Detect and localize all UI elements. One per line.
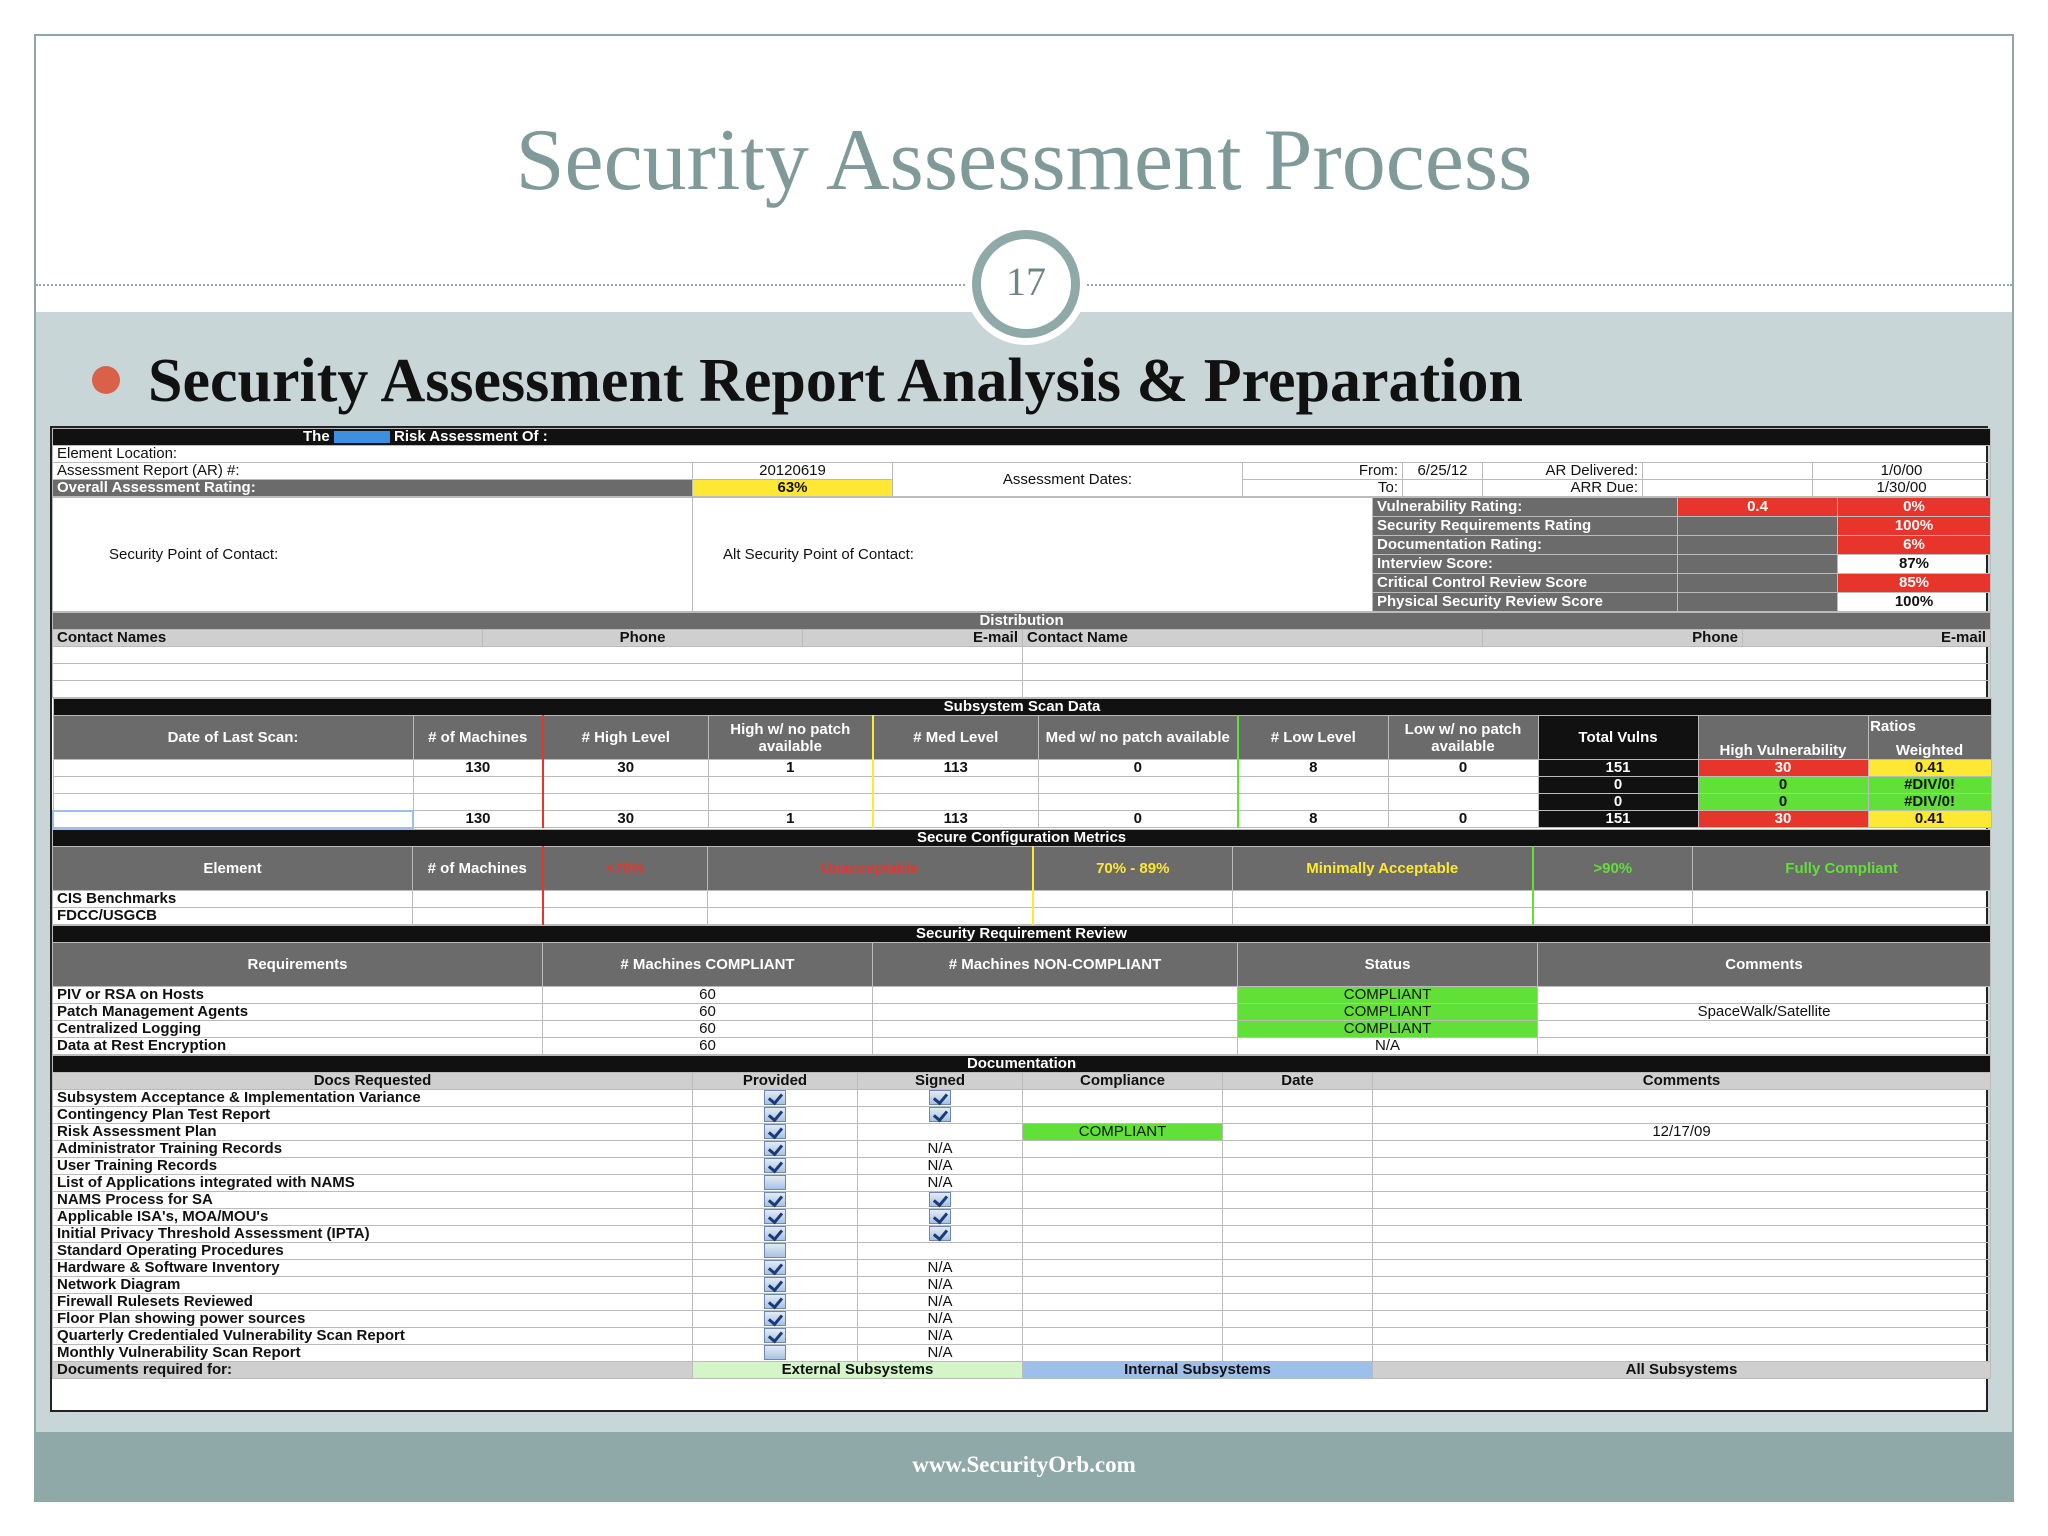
scan-cell: 0: [1388, 811, 1538, 828]
doc-name: Contingency Plan Test Report: [53, 1106, 693, 1123]
overall-rating-value: 63%: [693, 480, 893, 497]
rating-label: Physical Security Review Score: [1373, 593, 1678, 612]
distribution-title: Distribution: [53, 613, 1991, 630]
doc-comment: [1373, 1174, 1991, 1191]
weighted-ratio: #DIV/0!: [1868, 794, 1991, 811]
doc-row: [53, 1140, 1991, 1157]
doc-provided: [693, 1242, 858, 1259]
doc-name: Subsystem Acceptance & Implementation Variance: [53, 1089, 693, 1106]
req-comment: SpaceWalk/Satellite: [1538, 1003, 1991, 1020]
doc-comment: [1373, 1208, 1991, 1225]
config-row-label: FDCC/USGCB: [53, 907, 413, 924]
config-row-label: CIS Benchmarks: [53, 890, 413, 907]
doc-name: NAMS Process for SA: [53, 1191, 693, 1208]
doc-row: [53, 1259, 1991, 1276]
doc-header-row: [53, 1072, 1991, 1089]
req-compliant: 60: [543, 1037, 873, 1054]
doc-compliance: [1023, 1293, 1223, 1310]
scan-cell: 30: [543, 811, 708, 828]
dist-header: Phone: [1483, 630, 1743, 647]
ar-label: Assessment Report (AR) #:: [53, 463, 693, 480]
high-vuln-ratio: 0: [1698, 777, 1868, 794]
rating-pct: 87%: [1838, 555, 1991, 574]
scan-header: Med w/ no patch available: [1038, 716, 1238, 760]
scan-header: # of Machines: [413, 716, 543, 760]
doc-comment: [1373, 1089, 1991, 1106]
req-comment: [1538, 1020, 1991, 1037]
provided-checkbox-icon[interactable]: [764, 1311, 786, 1326]
signed-checkbox-icon[interactable]: [929, 1226, 951, 1241]
rating-score: 0.4: [1678, 498, 1838, 517]
doc-row: [53, 1293, 1991, 1310]
banner-right: Risk Assessment Of :: [394, 428, 548, 445]
dist-header: Contact Name: [1023, 630, 1483, 647]
doc-row: [53, 1106, 1991, 1123]
doc-signed: N/A: [858, 1276, 1023, 1293]
signed-checkbox-icon[interactable]: [929, 1107, 951, 1122]
doc-provided: [693, 1310, 858, 1327]
rating-label: Security Requirements Rating: [1373, 517, 1678, 536]
rating-label: Interview Score:: [1373, 555, 1678, 574]
config-header: <70%: [543, 846, 708, 890]
scan-header: High w/ no patch available: [708, 716, 873, 760]
doc-row: [53, 1157, 1991, 1174]
dist-header: Contact Names: [53, 630, 483, 647]
provided-checkbox-icon[interactable]: [764, 1226, 786, 1241]
doc-compliance: [1023, 1140, 1223, 1157]
doc-compliance: [1023, 1259, 1223, 1276]
scan-header: Low w/ no patch available: [1388, 716, 1538, 760]
config-header: Element: [53, 846, 413, 890]
req-header: Comments: [1538, 942, 1991, 986]
ar-delivered-label: AR Delivered:: [1483, 463, 1643, 480]
doc-signed: N/A: [858, 1157, 1023, 1174]
config-header: >90%: [1533, 846, 1693, 890]
dist-header: Phone: [483, 630, 803, 647]
assessment-spreadsheet: [50, 426, 1988, 1412]
rating-label: Vulnerability Rating:: [1373, 498, 1678, 517]
provided-checkbox-icon[interactable]: [764, 1107, 786, 1122]
scan-header: Date of Last Scan:: [53, 716, 413, 760]
doc-name: Initial Privacy Threshold Assessment (IPTA): [53, 1225, 693, 1242]
doc-provided: [693, 1106, 858, 1123]
doc-row: [53, 1225, 1991, 1242]
doc-signed: N/A: [858, 1259, 1023, 1276]
doc-name: Hardware & Software Inventory: [53, 1259, 693, 1276]
doc-row: [53, 1344, 1991, 1361]
doc-header: Signed: [858, 1072, 1023, 1089]
scan-header: Total Vulns: [1538, 716, 1698, 760]
doc-provided: [693, 1123, 858, 1140]
doc-provided: [693, 1344, 858, 1361]
doc-signed: N/A: [858, 1310, 1023, 1327]
doc-comment: [1373, 1310, 1991, 1327]
doc-comment: [1373, 1293, 1991, 1310]
req-header: Requirements: [53, 942, 543, 986]
doc-provided: [693, 1293, 858, 1310]
weighted-ratio: #DIV/0!: [1868, 777, 1991, 794]
doc-name: Standard Operating Procedures: [53, 1242, 693, 1259]
doc-date: [1223, 1191, 1373, 1208]
doc-name: List of Applications integrated with NAMS: [53, 1174, 693, 1191]
req-name: Centralized Logging: [53, 1020, 543, 1037]
doc-compliance: [1023, 1089, 1223, 1106]
scan-cell: 0: [1038, 811, 1238, 828]
bullet-dot-icon: [92, 366, 120, 394]
doc-compliance: [1023, 1242, 1223, 1259]
doc-compliance: [1023, 1174, 1223, 1191]
weighted-ratio: 0.41: [1868, 760, 1991, 777]
ar-value: 20120619: [693, 463, 893, 480]
doc-provided: [693, 1089, 858, 1106]
doc-comment: [1373, 1191, 1991, 1208]
doc-date: [1223, 1310, 1373, 1327]
dist-header: E-mail: [1743, 630, 1991, 647]
doc-signed: [858, 1106, 1023, 1123]
doc-row: [53, 1242, 1991, 1259]
req-name: Data at Rest Encryption: [53, 1037, 543, 1054]
doc-name: Firewall Rulesets Reviewed: [53, 1293, 693, 1310]
doc-signed: N/A: [858, 1327, 1023, 1344]
doc-date: [1223, 1293, 1373, 1310]
requirement-review-table: [52, 925, 1991, 1055]
doc-comment: 12/17/09: [1373, 1123, 1991, 1140]
scan-date-input[interactable]: [53, 811, 413, 828]
doc-provided: [693, 1276, 858, 1293]
doc-header: Compliance: [1023, 1072, 1223, 1089]
provided-checkbox-icon[interactable]: [764, 1141, 786, 1156]
doc-comment: [1373, 1276, 1991, 1293]
scan-cell: 113: [873, 760, 1038, 777]
doc-compliance: [1023, 1327, 1223, 1344]
weighted-ratio: 0.41: [1868, 811, 1991, 828]
signed-checkbox-icon[interactable]: [929, 1090, 951, 1105]
doc-name: Risk Assessment Plan: [53, 1123, 693, 1140]
doc-signed: [858, 1208, 1023, 1225]
doc-compliance: [1023, 1208, 1223, 1225]
req-header: # Machines COMPLIANT: [543, 942, 873, 986]
arr-due-label: ARR Due:: [1483, 480, 1643, 497]
provided-checkbox-icon[interactable]: [764, 1328, 786, 1343]
high-vuln-ratio: 30: [1698, 811, 1868, 828]
req-compliant: 60: [543, 1020, 873, 1037]
rating-pct: 0%: [1838, 498, 1991, 517]
signed-checkbox-icon[interactable]: [929, 1209, 951, 1224]
doc-signed: [858, 1089, 1023, 1106]
slide-title: Security Assessment Process: [515, 112, 1533, 209]
scan-header: # Med Level: [873, 716, 1038, 760]
doc-row: [53, 1174, 1991, 1191]
scan-cell: 8: [1238, 811, 1388, 828]
doc-date: [1223, 1327, 1373, 1344]
scan-header: # Low Level: [1238, 716, 1388, 760]
doc-header: Provided: [693, 1072, 858, 1089]
req-header: Status: [1238, 942, 1538, 986]
req-status: N/A: [1238, 1037, 1538, 1054]
doc-date: [1223, 1123, 1373, 1140]
doc-provided: [693, 1225, 858, 1242]
doc-date: [1223, 1157, 1373, 1174]
report-banner: [53, 429, 1991, 446]
provided-checkbox-icon[interactable]: [764, 1209, 786, 1224]
high-vuln-header: High Vulnerability: [1719, 742, 1847, 759]
scan-cell: 0: [1388, 760, 1538, 777]
doc-compliance: [1023, 1276, 1223, 1293]
doc-header: Comments: [1373, 1072, 1991, 1089]
provided-checkbox-icon[interactable]: [764, 1243, 786, 1258]
doc-rows: [53, 1089, 1991, 1361]
doc-name: Applicable ISA's, MOA/MOU's: [53, 1208, 693, 1225]
doc-provided: [693, 1208, 858, 1225]
from-label: From:: [1243, 463, 1403, 480]
assessment-dates-label: Assessment Dates:: [893, 463, 1243, 497]
provided-checkbox-icon[interactable]: [764, 1158, 786, 1173]
footer-url: www.SecurityOrb.com: [36, 1432, 2012, 1502]
provided-checkbox-icon[interactable]: [764, 1345, 786, 1360]
banner-left: The: [303, 428, 330, 445]
scan-cell: 8: [1238, 760, 1388, 777]
doc-date: [1223, 1208, 1373, 1225]
req-status: COMPLIANT: [1238, 1003, 1538, 1020]
doc-name: Administrator Training Records: [53, 1140, 693, 1157]
dist-header: E-mail: [803, 630, 1023, 647]
doc-provided: [693, 1174, 858, 1191]
redacted-name: [334, 431, 390, 443]
doc-date: [1223, 1276, 1373, 1293]
from-value: 6/25/12: [1403, 463, 1483, 480]
provided-checkbox-icon[interactable]: [764, 1192, 786, 1207]
doc-signed: [858, 1225, 1023, 1242]
to-label: To:: [1243, 480, 1403, 497]
doc-row: [53, 1327, 1991, 1344]
config-metrics-table: [52, 829, 1991, 925]
total-vulns: 0: [1538, 794, 1698, 811]
provided-checkbox-icon[interactable]: [764, 1175, 786, 1190]
config-header: Minimally Acceptable: [1233, 846, 1533, 890]
doc-compliance: [1023, 1310, 1223, 1327]
provided-checkbox-icon[interactable]: [764, 1124, 786, 1139]
req-comment: [1538, 986, 1991, 1003]
contact-and-ratings: [52, 497, 1991, 612]
doc-name: Network Diagram: [53, 1276, 693, 1293]
doc-date: [1223, 1140, 1373, 1157]
scan-cell: 30: [543, 760, 708, 777]
provided-checkbox-icon[interactable]: [764, 1294, 786, 1309]
bullet-heading: Security Assessment Report Analysis & Preparation: [148, 347, 1523, 415]
high-vuln-ratio: 0: [1698, 794, 1868, 811]
doc-comment: [1373, 1157, 1991, 1174]
legend-label: Documents required for:: [53, 1361, 693, 1378]
doc-date: [1223, 1089, 1373, 1106]
doc-compliance: [1023, 1106, 1223, 1123]
rating-label: Critical Control Review Score: [1373, 574, 1678, 593]
req-name: PIV or RSA on Hosts: [53, 986, 543, 1003]
config-header: # of Machines: [413, 846, 543, 890]
scan-header: Weighted: [1868, 716, 1991, 760]
doc-compliance: [1023, 1344, 1223, 1361]
alt-poc-label: Alt Security Point of Contact:: [693, 498, 1373, 612]
documentation-title: Documentation: [53, 1055, 1991, 1072]
doc-date: [1223, 1259, 1373, 1276]
requirements-title: Security Requirement Review: [53, 925, 1991, 942]
rating-pct: 85%: [1838, 574, 1991, 593]
arr-due-value: 1/30/00: [1813, 480, 1991, 497]
doc-date: [1223, 1106, 1373, 1123]
doc-provided: [693, 1191, 858, 1208]
high-vuln-ratio: 30: [1698, 760, 1868, 777]
config-header: Fully Compliant: [1693, 846, 1991, 890]
header-table: [52, 428, 1991, 497]
doc-comment: [1373, 1106, 1991, 1123]
scan-cell: [53, 760, 413, 777]
doc-name: User Training Records: [53, 1157, 693, 1174]
config-header: Unacceptable: [708, 846, 1033, 890]
doc-row: [53, 1276, 1991, 1293]
scan-header: # High Level: [543, 716, 708, 760]
doc-signed: [858, 1123, 1023, 1140]
scan-title: Subsystem Scan Data: [53, 699, 1991, 716]
doc-comment: [1373, 1140, 1991, 1157]
doc-row: [53, 1191, 1991, 1208]
distribution-table: [52, 612, 1991, 698]
doc-header: Docs Requested: [53, 1072, 693, 1089]
doc-header: Date: [1223, 1072, 1373, 1089]
req-compliant: 60: [543, 986, 873, 1003]
doc-name: Floor Plan showing power sources: [53, 1310, 693, 1327]
total-vulns: 0: [1538, 777, 1698, 794]
doc-name: Quarterly Credentialed Vulnerability Scan Report: [53, 1327, 693, 1344]
config-header: 70% - 89%: [1033, 846, 1233, 890]
doc-row: [53, 1208, 1991, 1225]
doc-name: Monthly Vulnerability Scan Report: [53, 1344, 693, 1361]
provided-checkbox-icon[interactable]: [764, 1277, 786, 1292]
total-vulns: 151: [1538, 760, 1698, 777]
legend-internal: Internal Subsystems: [1023, 1361, 1373, 1378]
legend-all: All Subsystems: [1373, 1361, 1991, 1378]
req-name: Patch Management Agents: [53, 1003, 543, 1020]
doc-comment: [1373, 1242, 1991, 1259]
req-header: # Machines NON-COMPLIANT: [873, 942, 1238, 986]
doc-date: [1223, 1344, 1373, 1361]
scan-cell: 1: [708, 811, 873, 828]
req-comment: [1538, 1037, 1991, 1054]
doc-row: [53, 1123, 1991, 1140]
signed-checkbox-icon[interactable]: [929, 1192, 951, 1207]
documentation-table: [52, 1055, 1991, 1379]
doc-provided: [693, 1259, 858, 1276]
req-status: COMPLIANT: [1238, 986, 1538, 1003]
rating-label: Documentation Rating:: [1373, 536, 1678, 555]
doc-date: [1223, 1242, 1373, 1259]
element-location: Element Location:: [53, 446, 1991, 463]
doc-comment: [1373, 1344, 1991, 1361]
scan-cell: 1: [708, 760, 873, 777]
doc-provided: [693, 1140, 858, 1157]
doc-date: [1223, 1225, 1373, 1242]
doc-compliance: [1023, 1191, 1223, 1208]
doc-signed: N/A: [858, 1174, 1023, 1191]
doc-date: [1223, 1174, 1373, 1191]
total-vulns: 151: [1538, 811, 1698, 828]
doc-row: [53, 1089, 1991, 1106]
provided-checkbox-icon[interactable]: [764, 1260, 786, 1275]
scan-cell: 130: [413, 760, 543, 777]
legend-external: External Subsystems: [693, 1361, 1023, 1378]
doc-provided: [693, 1157, 858, 1174]
scan-cell: 0: [1038, 760, 1238, 777]
ar-delivered-value: 1/0/00: [1813, 463, 1991, 480]
req-compliant: 60: [543, 1003, 873, 1020]
doc-row: [53, 1310, 1991, 1327]
scan-cell: 113: [873, 811, 1038, 828]
doc-comment: [1373, 1327, 1991, 1344]
doc-provided: [693, 1327, 858, 1344]
scan-header: [1698, 716, 1868, 760]
doc-signed: [858, 1242, 1023, 1259]
doc-signed: N/A: [858, 1344, 1023, 1361]
config-title: Secure Configuration Metrics: [53, 829, 1991, 846]
scan-data-table: [52, 698, 1992, 829]
doc-comment: [1373, 1225, 1991, 1242]
req-status: COMPLIANT: [1238, 1020, 1538, 1037]
rating-pct: 6%: [1838, 536, 1991, 555]
rating-pct: 100%: [1838, 593, 1991, 612]
page-number-badge: 17: [972, 230, 1080, 338]
poc-label: Security Point of Contact:: [53, 498, 693, 612]
doc-signed: N/A: [858, 1140, 1023, 1157]
doc-compliance: COMPLIANT: [1023, 1123, 1223, 1140]
doc-signed: [858, 1191, 1023, 1208]
overall-rating-label: Overall Assessment Rating:: [53, 480, 693, 497]
rating-pct: 100%: [1838, 517, 1991, 536]
doc-compliance: [1023, 1157, 1223, 1174]
doc-comment: [1373, 1259, 1991, 1276]
doc-compliance: [1023, 1225, 1223, 1242]
scan-cell: 130: [413, 811, 543, 828]
provided-checkbox-icon[interactable]: [764, 1090, 786, 1105]
doc-signed: N/A: [858, 1293, 1023, 1310]
